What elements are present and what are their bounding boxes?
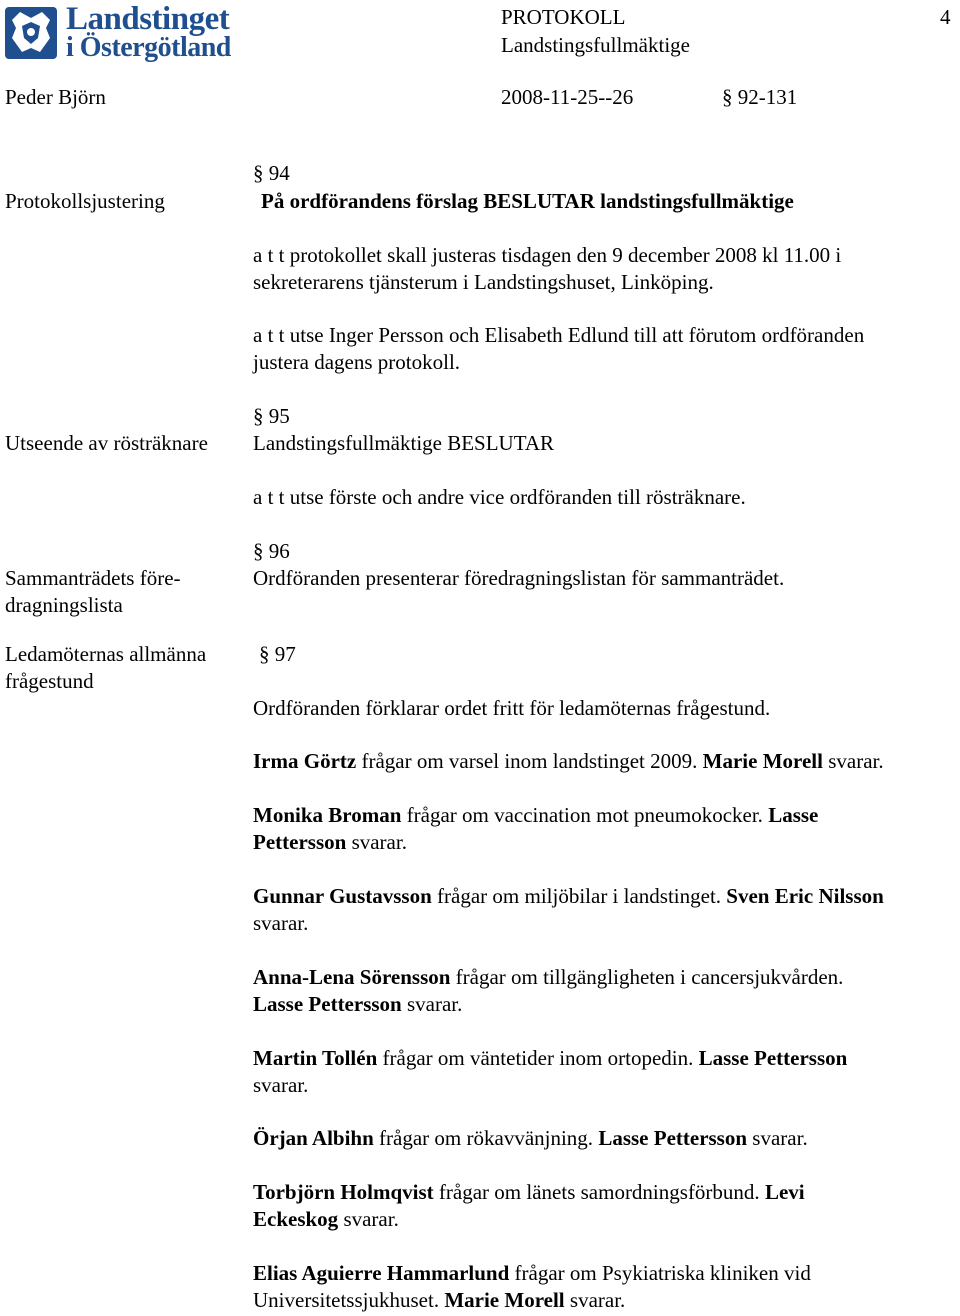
question-item-8-line2 bbox=[253, 1287, 625, 1314]
body-name: Landstingsfullmäktige bbox=[501, 33, 690, 57]
asker-name: Anna-Lena Sörensson bbox=[253, 965, 451, 989]
asker-name: Torbjörn Holmqvist bbox=[253, 1180, 434, 1204]
meeting-date: 2008-11-25--26 bbox=[501, 85, 634, 109]
answerer-name: Marie Morell bbox=[702, 749, 823, 773]
landstinget-logo bbox=[2, 2, 247, 64]
asker-name: Elias Aguierre Hammarlund bbox=[253, 1261, 510, 1285]
question-item-6 bbox=[253, 1125, 808, 1152]
question-item-8-line1 bbox=[253, 1260, 811, 1287]
section-label-protokollsjustering: Protokollsjustering bbox=[5, 189, 165, 213]
section-label-foredragningslista-line2: dragningslista bbox=[5, 593, 123, 617]
question-text: frågar om länets samordningsförbund. bbox=[433, 1180, 765, 1204]
question-item-3-line1 bbox=[253, 883, 884, 910]
section-text-96: Ordföranden presenterar föredragningslistan för sammanträdet. bbox=[253, 566, 785, 590]
att-clause-94-1-line2: sekreterarens tjänsterum i Landstingshuset, Linköping. bbox=[253, 270, 714, 294]
section-label-foredragningslista-line1: Sammanträdets före- bbox=[5, 566, 181, 590]
asker-name: Gunnar Gustavsson bbox=[253, 884, 432, 908]
reply-text: svarar. bbox=[346, 830, 407, 854]
question-text: frågar om väntetider inom ortopedin. bbox=[377, 1046, 699, 1070]
document-type: PROTOKOLL bbox=[501, 5, 626, 29]
section-heading-95: Landstingsfullmäktige BESLUTAR bbox=[253, 431, 555, 455]
att-clause-94-2-line2: justera dagens protokoll. bbox=[253, 350, 461, 374]
att-clause-94-1-line1: a t t protokollet skall justeras tisdagen den 9 december 2008 kl 11.00 i bbox=[253, 243, 842, 267]
answerer-name: Sven Eric Nilsson bbox=[726, 884, 884, 908]
asker-name: Irma Görtz bbox=[253, 749, 357, 773]
question-item-5-line1 bbox=[253, 1045, 847, 1072]
section-label-utseende-av-rostraknare: Utseende av rösträknare bbox=[5, 431, 208, 455]
question-item-4-line1 bbox=[253, 964, 843, 991]
answerer-name: Lasse Pettersson bbox=[253, 992, 402, 1016]
reply-text: svarar. bbox=[747, 1126, 808, 1150]
att-clause-94-2-line1: a t t utse Inger Persson och Elisabeth Edlund till att förutom ordföranden bbox=[253, 323, 865, 347]
question-text: frågar om varsel inom landstinget 2009. bbox=[356, 749, 703, 773]
question-text: frågar om vaccination mot pneumokocker. bbox=[401, 803, 769, 827]
answerer-name: Lasse Pettersson bbox=[698, 1046, 848, 1070]
reply-text: svarar. bbox=[338, 1207, 399, 1231]
question-text: frågar om tillgängligheten i cancersjukvården. bbox=[450, 965, 844, 989]
section-label-fragestund-line2: frågestund bbox=[5, 669, 94, 693]
question-text: frågar om miljöbilar i landstinget. bbox=[431, 884, 727, 908]
answerer-name: Eckeskog bbox=[253, 1207, 339, 1231]
answerer-name: Lasse Pettersson bbox=[598, 1126, 748, 1150]
section-number-97: § 97 bbox=[259, 642, 296, 666]
author-name: Peder Björn bbox=[5, 85, 106, 109]
page-number: 4 bbox=[940, 5, 951, 29]
section-number-96: § 96 bbox=[253, 539, 290, 563]
question-item-7-line2 bbox=[253, 1206, 399, 1233]
question-item-7-line1 bbox=[253, 1179, 805, 1206]
question-item-2-line1 bbox=[253, 802, 818, 829]
asker-name: Martin Tollén bbox=[253, 1046, 378, 1070]
asker-name: Monika Broman bbox=[253, 803, 402, 827]
answerer-name: Marie Morell bbox=[444, 1288, 565, 1312]
question-item-5-line2: svarar. bbox=[253, 1073, 309, 1097]
att-clause-95-1: a t t utse förste och andre vice ordföranden till rösträknare. bbox=[253, 485, 746, 509]
asker-name: Örjan Albihn bbox=[253, 1126, 374, 1150]
section-heading-94: På ordförandens förslag BESLUTAR landstingsfullmäktige bbox=[261, 189, 794, 213]
question-text: frågar om Psykiatriska kliniken vid bbox=[509, 1261, 811, 1285]
logo-wordmark-line2: i Östergötland bbox=[66, 32, 231, 63]
question-text: Universitetssjukhuset. bbox=[253, 1288, 445, 1312]
answerer-name: Pettersson bbox=[253, 830, 347, 854]
section-label-fragestund-line1: Ledamöternas allmänna bbox=[5, 642, 207, 666]
answerer-name: Levi bbox=[764, 1180, 805, 1204]
section-intro-97: Ordföranden förklarar ordet fritt för ledamöternas frågestund. bbox=[253, 696, 771, 720]
question-text: frågar om rökavvänjning. bbox=[373, 1126, 599, 1150]
reply-text: svarar. bbox=[564, 1288, 626, 1312]
reply-text: svarar. bbox=[401, 992, 463, 1016]
question-item-1 bbox=[253, 748, 884, 775]
question-item-3-line2: svarar. bbox=[253, 911, 309, 935]
reply-text: svarar. bbox=[822, 749, 884, 773]
question-item-2-line2 bbox=[253, 829, 407, 856]
answerer-name: Lasse bbox=[768, 803, 819, 827]
crown-lion-emblem-icon bbox=[2, 4, 60, 62]
section-number-95: § 95 bbox=[253, 404, 290, 428]
section-range: § 92-131 bbox=[722, 85, 798, 109]
section-number-94: § 94 bbox=[253, 161, 290, 185]
question-item-4-line2 bbox=[253, 991, 462, 1018]
logo-wordmark-line1: Landstinget bbox=[66, 1, 230, 37]
